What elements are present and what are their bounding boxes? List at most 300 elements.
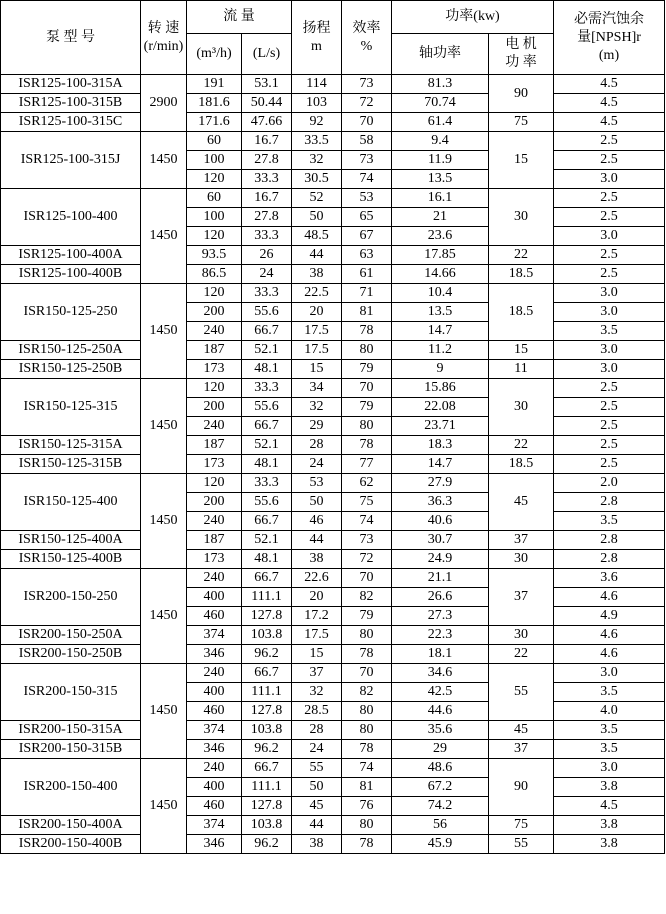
cell-npsh: 4.6: [554, 588, 665, 607]
cell-model: ISR150-125-400B: [1, 550, 141, 569]
cell-npsh: 3.8: [554, 778, 665, 797]
cell-flow-ls: 66.7: [242, 569, 292, 588]
cell-head: 17.5: [292, 322, 342, 341]
cell-npsh: 3.5: [554, 683, 665, 702]
cell-shaft-power: 10.4: [392, 284, 489, 303]
cell-efficiency: 70: [342, 569, 392, 588]
cell-flow-ls: 52.1: [242, 341, 292, 360]
cell-motor-power: 75: [489, 113, 554, 132]
cell-flow-ls: 103.8: [242, 721, 292, 740]
cell-efficiency: 70: [342, 664, 392, 683]
cell-model: ISR125-100-315J: [1, 132, 141, 189]
header-speed-line1: 转 速: [147, 20, 180, 36]
cell-flow-ls: 48.1: [242, 550, 292, 569]
cell-flow-m3h: 181.6: [187, 94, 242, 113]
cell-npsh: 3.5: [554, 512, 665, 531]
cell-npsh: 3.8: [554, 835, 665, 854]
cell-npsh: 3.0: [554, 227, 665, 246]
header-npsh: [554, 1, 665, 75]
cell-motor-power: 15: [489, 132, 554, 189]
header-motor-line1: 电 机: [505, 37, 537, 52]
cell-motor-power: 45: [489, 721, 554, 740]
header-head-line1: 扬程: [302, 20, 331, 36]
cell-motor-power: 37: [489, 569, 554, 626]
cell-head: 30.5: [292, 170, 342, 189]
header-npsh-line1: 必需汽蚀余: [574, 11, 644, 27]
cell-npsh: 4.5: [554, 94, 665, 113]
cell-shaft-power: 61.4: [392, 113, 489, 132]
cell-efficiency: 53: [342, 189, 392, 208]
cell-flow-m3h: 346: [187, 645, 242, 664]
table-row: [1, 626, 665, 645]
cell-efficiency: 79: [342, 360, 392, 379]
cell-head: 37: [292, 664, 342, 683]
cell-head: 38: [292, 835, 342, 854]
cell-npsh: 3.5: [554, 322, 665, 341]
cell-flow-ls: 111.1: [242, 778, 292, 797]
cell-npsh: 2.5: [554, 379, 665, 398]
table-row: [1, 645, 665, 664]
cell-efficiency: 71: [342, 284, 392, 303]
cell-flow-m3h: 187: [187, 531, 242, 550]
cell-head: 44: [292, 246, 342, 265]
header-flow-ls: (L/s): [242, 34, 292, 75]
table-header: [1, 1, 665, 75]
cell-npsh: 4.5: [554, 797, 665, 816]
cell-motor-power: 30: [489, 189, 554, 246]
cell-npsh: 3.0: [554, 360, 665, 379]
table-row: [1, 341, 665, 360]
cell-flow-m3h: 173: [187, 360, 242, 379]
cell-flow-m3h: 200: [187, 398, 242, 417]
cell-model: ISR125-100-400B: [1, 265, 141, 284]
cell-flow-m3h: 240: [187, 664, 242, 683]
cell-flow-ls: 55.6: [242, 398, 292, 417]
cell-npsh: 3.6: [554, 569, 665, 588]
table-row: [1, 721, 665, 740]
cell-shaft-power: 27.9: [392, 474, 489, 493]
cell-motor-power: 22: [489, 645, 554, 664]
cell-efficiency: 78: [342, 322, 392, 341]
header-shaft-power: 轴功率: [392, 34, 489, 75]
cell-flow-ls: 127.8: [242, 797, 292, 816]
cell-flow-ls: 111.1: [242, 588, 292, 607]
cell-shaft-power: 21.1: [392, 569, 489, 588]
cell-motor-power: 22: [489, 246, 554, 265]
cell-flow-ls: 47.66: [242, 113, 292, 132]
cell-shaft-power: 14.7: [392, 322, 489, 341]
cell-shaft-power: 56: [392, 816, 489, 835]
cell-flow-m3h: 60: [187, 189, 242, 208]
cell-motor-power: 18.5: [489, 455, 554, 474]
cell-npsh: 2.5: [554, 246, 665, 265]
cell-flow-m3h: 200: [187, 493, 242, 512]
cell-flow-m3h: 120: [187, 284, 242, 303]
table-row: [1, 94, 665, 113]
cell-shaft-power: 17.85: [392, 246, 489, 265]
cell-flow-m3h: 240: [187, 322, 242, 341]
cell-head: 29: [292, 417, 342, 436]
cell-head: 24: [292, 740, 342, 759]
table-row: [1, 436, 665, 455]
cell-flow-ls: 55.6: [242, 303, 292, 322]
cell-shaft-power: 18.3: [392, 436, 489, 455]
cell-shaft-power: 23.6: [392, 227, 489, 246]
header-motor-line2: 功 率: [505, 55, 537, 70]
cell-efficiency: 72: [342, 550, 392, 569]
cell-model: ISR200-150-315: [1, 664, 141, 721]
cell-model: ISR150-125-250: [1, 284, 141, 341]
cell-head: 32: [292, 151, 342, 170]
cell-motor-power: 55: [489, 835, 554, 854]
cell-model: ISR150-125-250B: [1, 360, 141, 379]
cell-efficiency: 73: [342, 75, 392, 94]
cell-npsh: 4.9: [554, 607, 665, 626]
table-row: [1, 284, 665, 303]
cell-efficiency: 78: [342, 835, 392, 854]
cell-model: ISR200-150-400B: [1, 835, 141, 854]
cell-model: ISR150-125-250A: [1, 341, 141, 360]
cell-model: ISR200-150-400: [1, 759, 141, 816]
cell-flow-m3h: 374: [187, 816, 242, 835]
cell-model: ISR200-150-250: [1, 569, 141, 626]
cell-efficiency: 80: [342, 626, 392, 645]
cell-head: 52: [292, 189, 342, 208]
cell-flow-m3h: 374: [187, 721, 242, 740]
cell-head: 28: [292, 721, 342, 740]
header-motor-power: [489, 34, 554, 75]
cell-efficiency: 74: [342, 759, 392, 778]
cell-flow-m3h: 120: [187, 170, 242, 189]
cell-flow-m3h: 187: [187, 436, 242, 455]
cell-shaft-power: 21: [392, 208, 489, 227]
cell-npsh: 2.5: [554, 455, 665, 474]
cell-flow-ls: 111.1: [242, 683, 292, 702]
table-row: [1, 360, 665, 379]
cell-head: 32: [292, 683, 342, 702]
cell-npsh: 2.0: [554, 474, 665, 493]
cell-efficiency: 65: [342, 208, 392, 227]
cell-motor-power: 75: [489, 816, 554, 835]
cell-flow-ls: 96.2: [242, 740, 292, 759]
cell-flow-ls: 103.8: [242, 626, 292, 645]
cell-motor-power: 37: [489, 531, 554, 550]
cell-head: 38: [292, 550, 342, 569]
cell-flow-ls: 27.8: [242, 151, 292, 170]
cell-shaft-power: 16.1: [392, 189, 489, 208]
cell-efficiency: 80: [342, 721, 392, 740]
cell-efficiency: 78: [342, 645, 392, 664]
cell-efficiency: 82: [342, 683, 392, 702]
cell-flow-m3h: 460: [187, 702, 242, 721]
table-row: [1, 455, 665, 474]
cell-motor-power: 90: [489, 759, 554, 816]
cell-flow-ls: 52.1: [242, 436, 292, 455]
cell-flow-ls: 33.3: [242, 379, 292, 398]
cell-flow-ls: 66.7: [242, 512, 292, 531]
cell-efficiency: 73: [342, 151, 392, 170]
cell-flow-m3h: 173: [187, 550, 242, 569]
cell-speed: 1450: [141, 664, 187, 759]
cell-flow-ls: 66.7: [242, 664, 292, 683]
cell-model: ISR125-100-400A: [1, 246, 141, 265]
cell-motor-power: 30: [489, 626, 554, 645]
cell-efficiency: 81: [342, 778, 392, 797]
table-row: [1, 75, 665, 94]
header-eff-line2: %: [360, 38, 373, 54]
cell-model: ISR125-100-315A: [1, 75, 141, 94]
cell-shaft-power: 22.08: [392, 398, 489, 417]
cell-flow-ls: 53.1: [242, 75, 292, 94]
cell-flow-ls: 103.8: [242, 816, 292, 835]
cell-efficiency: 73: [342, 531, 392, 550]
cell-flow-ls: 66.7: [242, 759, 292, 778]
table-body: [1, 75, 665, 854]
table-row: [1, 759, 665, 778]
cell-flow-m3h: 374: [187, 626, 242, 645]
cell-efficiency: 72: [342, 94, 392, 113]
cell-head: 17.5: [292, 626, 342, 645]
cell-npsh: 4.6: [554, 645, 665, 664]
cell-head: 50: [292, 778, 342, 797]
cell-shaft-power: 18.1: [392, 645, 489, 664]
cell-head: 45: [292, 797, 342, 816]
cell-head: 28: [292, 436, 342, 455]
cell-efficiency: 58: [342, 132, 392, 151]
cell-efficiency: 81: [342, 303, 392, 322]
header-npsh-line3: (m): [598, 47, 620, 63]
cell-shaft-power: 9.4: [392, 132, 489, 151]
cell-speed: 2900: [141, 75, 187, 132]
cell-flow-ls: 33.3: [242, 284, 292, 303]
cell-motor-power: 18.5: [489, 284, 554, 341]
cell-flow-m3h: 173: [187, 455, 242, 474]
header-eff-line1: 效率: [352, 20, 381, 36]
cell-shaft-power: 23.71: [392, 417, 489, 436]
cell-efficiency: 70: [342, 113, 392, 132]
cell-npsh: 4.0: [554, 702, 665, 721]
cell-shaft-power: 74.2: [392, 797, 489, 816]
cell-flow-m3h: 100: [187, 151, 242, 170]
cell-model: ISR125-100-400: [1, 189, 141, 246]
cell-motor-power: 90: [489, 75, 554, 113]
table-row: [1, 531, 665, 550]
cell-motor-power: 22: [489, 436, 554, 455]
table-row: [1, 740, 665, 759]
cell-motor-power: 18.5: [489, 265, 554, 284]
table-row: [1, 569, 665, 588]
cell-head: 34: [292, 379, 342, 398]
cell-model: ISR200-150-315A: [1, 721, 141, 740]
cell-shaft-power: 35.6: [392, 721, 489, 740]
cell-flow-ls: 48.1: [242, 360, 292, 379]
cell-flow-m3h: 400: [187, 778, 242, 797]
cell-npsh: 3.5: [554, 721, 665, 740]
table-row: [1, 132, 665, 151]
table-row: [1, 664, 665, 683]
cell-npsh: 2.5: [554, 417, 665, 436]
cell-flow-ls: 26: [242, 246, 292, 265]
cell-shaft-power: 26.6: [392, 588, 489, 607]
cell-flow-ls: 66.7: [242, 322, 292, 341]
cell-shaft-power: 42.5: [392, 683, 489, 702]
header-flow: 流 量: [187, 1, 292, 34]
cell-efficiency: 80: [342, 816, 392, 835]
cell-flow-m3h: 346: [187, 740, 242, 759]
header-speed: [141, 1, 187, 75]
cell-head: 92: [292, 113, 342, 132]
cell-head: 50: [292, 493, 342, 512]
cell-npsh: 3.0: [554, 759, 665, 778]
cell-shaft-power: 22.3: [392, 626, 489, 645]
cell-head: 55: [292, 759, 342, 778]
cell-head: 22.6: [292, 569, 342, 588]
cell-efficiency: 78: [342, 740, 392, 759]
cell-efficiency: 79: [342, 607, 392, 626]
cell-flow-ls: 16.7: [242, 132, 292, 151]
header-power: 功率(kw): [392, 1, 554, 34]
cell-shaft-power: 48.6: [392, 759, 489, 778]
cell-head: 15: [292, 360, 342, 379]
cell-shaft-power: 34.6: [392, 664, 489, 683]
cell-motor-power: 30: [489, 379, 554, 436]
cell-efficiency: 74: [342, 512, 392, 531]
cell-shaft-power: 30.7: [392, 531, 489, 550]
cell-efficiency: 80: [342, 417, 392, 436]
cell-model: ISR200-150-250A: [1, 626, 141, 645]
cell-npsh: 3.0: [554, 341, 665, 360]
cell-efficiency: 70: [342, 379, 392, 398]
cell-head: 32: [292, 398, 342, 417]
cell-npsh: 2.5: [554, 436, 665, 455]
table-row: [1, 835, 665, 854]
cell-npsh: 3.0: [554, 170, 665, 189]
cell-shaft-power: 81.3: [392, 75, 489, 94]
cell-head: 20: [292, 303, 342, 322]
cell-efficiency: 63: [342, 246, 392, 265]
cell-shaft-power: 29: [392, 740, 489, 759]
cell-head: 17.2: [292, 607, 342, 626]
cell-speed: 1450: [141, 132, 187, 189]
cell-npsh: 2.5: [554, 189, 665, 208]
cell-shaft-power: 44.6: [392, 702, 489, 721]
cell-flow-ls: 24: [242, 265, 292, 284]
cell-shaft-power: 11.9: [392, 151, 489, 170]
cell-flow-ls: 66.7: [242, 417, 292, 436]
table-row: [1, 189, 665, 208]
cell-flow-m3h: 400: [187, 683, 242, 702]
header-speed-line2: (r/min): [143, 38, 184, 54]
cell-flow-m3h: 240: [187, 512, 242, 531]
cell-shaft-power: 11.2: [392, 341, 489, 360]
cell-motor-power: 11: [489, 360, 554, 379]
cell-head: 48.5: [292, 227, 342, 246]
cell-head: 38: [292, 265, 342, 284]
header-head: [292, 1, 342, 75]
cell-shaft-power: 40.6: [392, 512, 489, 531]
cell-head: 53: [292, 474, 342, 493]
cell-speed: 1450: [141, 379, 187, 474]
cell-speed: 1450: [141, 189, 187, 284]
cell-head: 33.5: [292, 132, 342, 151]
cell-shaft-power: 67.2: [392, 778, 489, 797]
header-flow-m3h: (m³/h): [187, 34, 242, 75]
header-head-line2: m: [311, 38, 322, 54]
cell-shaft-power: 9: [392, 360, 489, 379]
cell-flow-ls: 127.8: [242, 607, 292, 626]
table-row: [1, 379, 665, 398]
cell-flow-ls: 33.3: [242, 170, 292, 189]
cell-flow-ls: 33.3: [242, 474, 292, 493]
cell-flow-m3h: 86.5: [187, 265, 242, 284]
cell-flow-ls: 52.1: [242, 531, 292, 550]
cell-flow-m3h: 120: [187, 227, 242, 246]
cell-model: ISR200-150-250B: [1, 645, 141, 664]
cell-flow-m3h: 240: [187, 759, 242, 778]
cell-speed: 1450: [141, 284, 187, 379]
cell-motor-power: 30: [489, 550, 554, 569]
cell-flow-m3h: 460: [187, 607, 242, 626]
header-efficiency: [342, 1, 392, 75]
table-row: [1, 816, 665, 835]
cell-npsh: 4.5: [554, 113, 665, 132]
cell-efficiency: 74: [342, 170, 392, 189]
cell-flow-ls: 16.7: [242, 189, 292, 208]
cell-npsh: 2.8: [554, 531, 665, 550]
cell-flow-ls: 48.1: [242, 455, 292, 474]
cell-model: ISR150-125-315B: [1, 455, 141, 474]
cell-head: 114: [292, 75, 342, 94]
cell-efficiency: 82: [342, 588, 392, 607]
cell-efficiency: 75: [342, 493, 392, 512]
cell-efficiency: 79: [342, 398, 392, 417]
cell-flow-m3h: 400: [187, 588, 242, 607]
cell-head: 17.5: [292, 341, 342, 360]
cell-efficiency: 78: [342, 436, 392, 455]
cell-shaft-power: 24.9: [392, 550, 489, 569]
cell-npsh: 2.5: [554, 265, 665, 284]
cell-npsh: 2.8: [554, 550, 665, 569]
cell-efficiency: 67: [342, 227, 392, 246]
cell-speed: 1450: [141, 569, 187, 664]
cell-flow-ls: 96.2: [242, 645, 292, 664]
cell-flow-ls: 33.3: [242, 227, 292, 246]
cell-motor-power: 37: [489, 740, 554, 759]
cell-head: 24: [292, 455, 342, 474]
cell-shaft-power: 27.3: [392, 607, 489, 626]
cell-shaft-power: 14.7: [392, 455, 489, 474]
cell-flow-m3h: 240: [187, 417, 242, 436]
cell-npsh: 2.8: [554, 493, 665, 512]
cell-head: 28.5: [292, 702, 342, 721]
cell-head: 50: [292, 208, 342, 227]
cell-flow-m3h: 93.5: [187, 246, 242, 265]
cell-speed: 1450: [141, 474, 187, 569]
cell-npsh: 4.6: [554, 626, 665, 645]
table-row: [1, 265, 665, 284]
cell-efficiency: 76: [342, 797, 392, 816]
cell-model: ISR200-150-315B: [1, 740, 141, 759]
cell-model: ISR150-125-400A: [1, 531, 141, 550]
cell-model: ISR150-125-315: [1, 379, 141, 436]
cell-model: ISR150-125-400: [1, 474, 141, 531]
header-npsh-line2: 量[NPSH]r: [577, 29, 641, 45]
cell-flow-m3h: 100: [187, 208, 242, 227]
cell-motor-power: 45: [489, 474, 554, 531]
cell-flow-ls: 27.8: [242, 208, 292, 227]
cell-shaft-power: 14.66: [392, 265, 489, 284]
cell-npsh: 2.5: [554, 151, 665, 170]
